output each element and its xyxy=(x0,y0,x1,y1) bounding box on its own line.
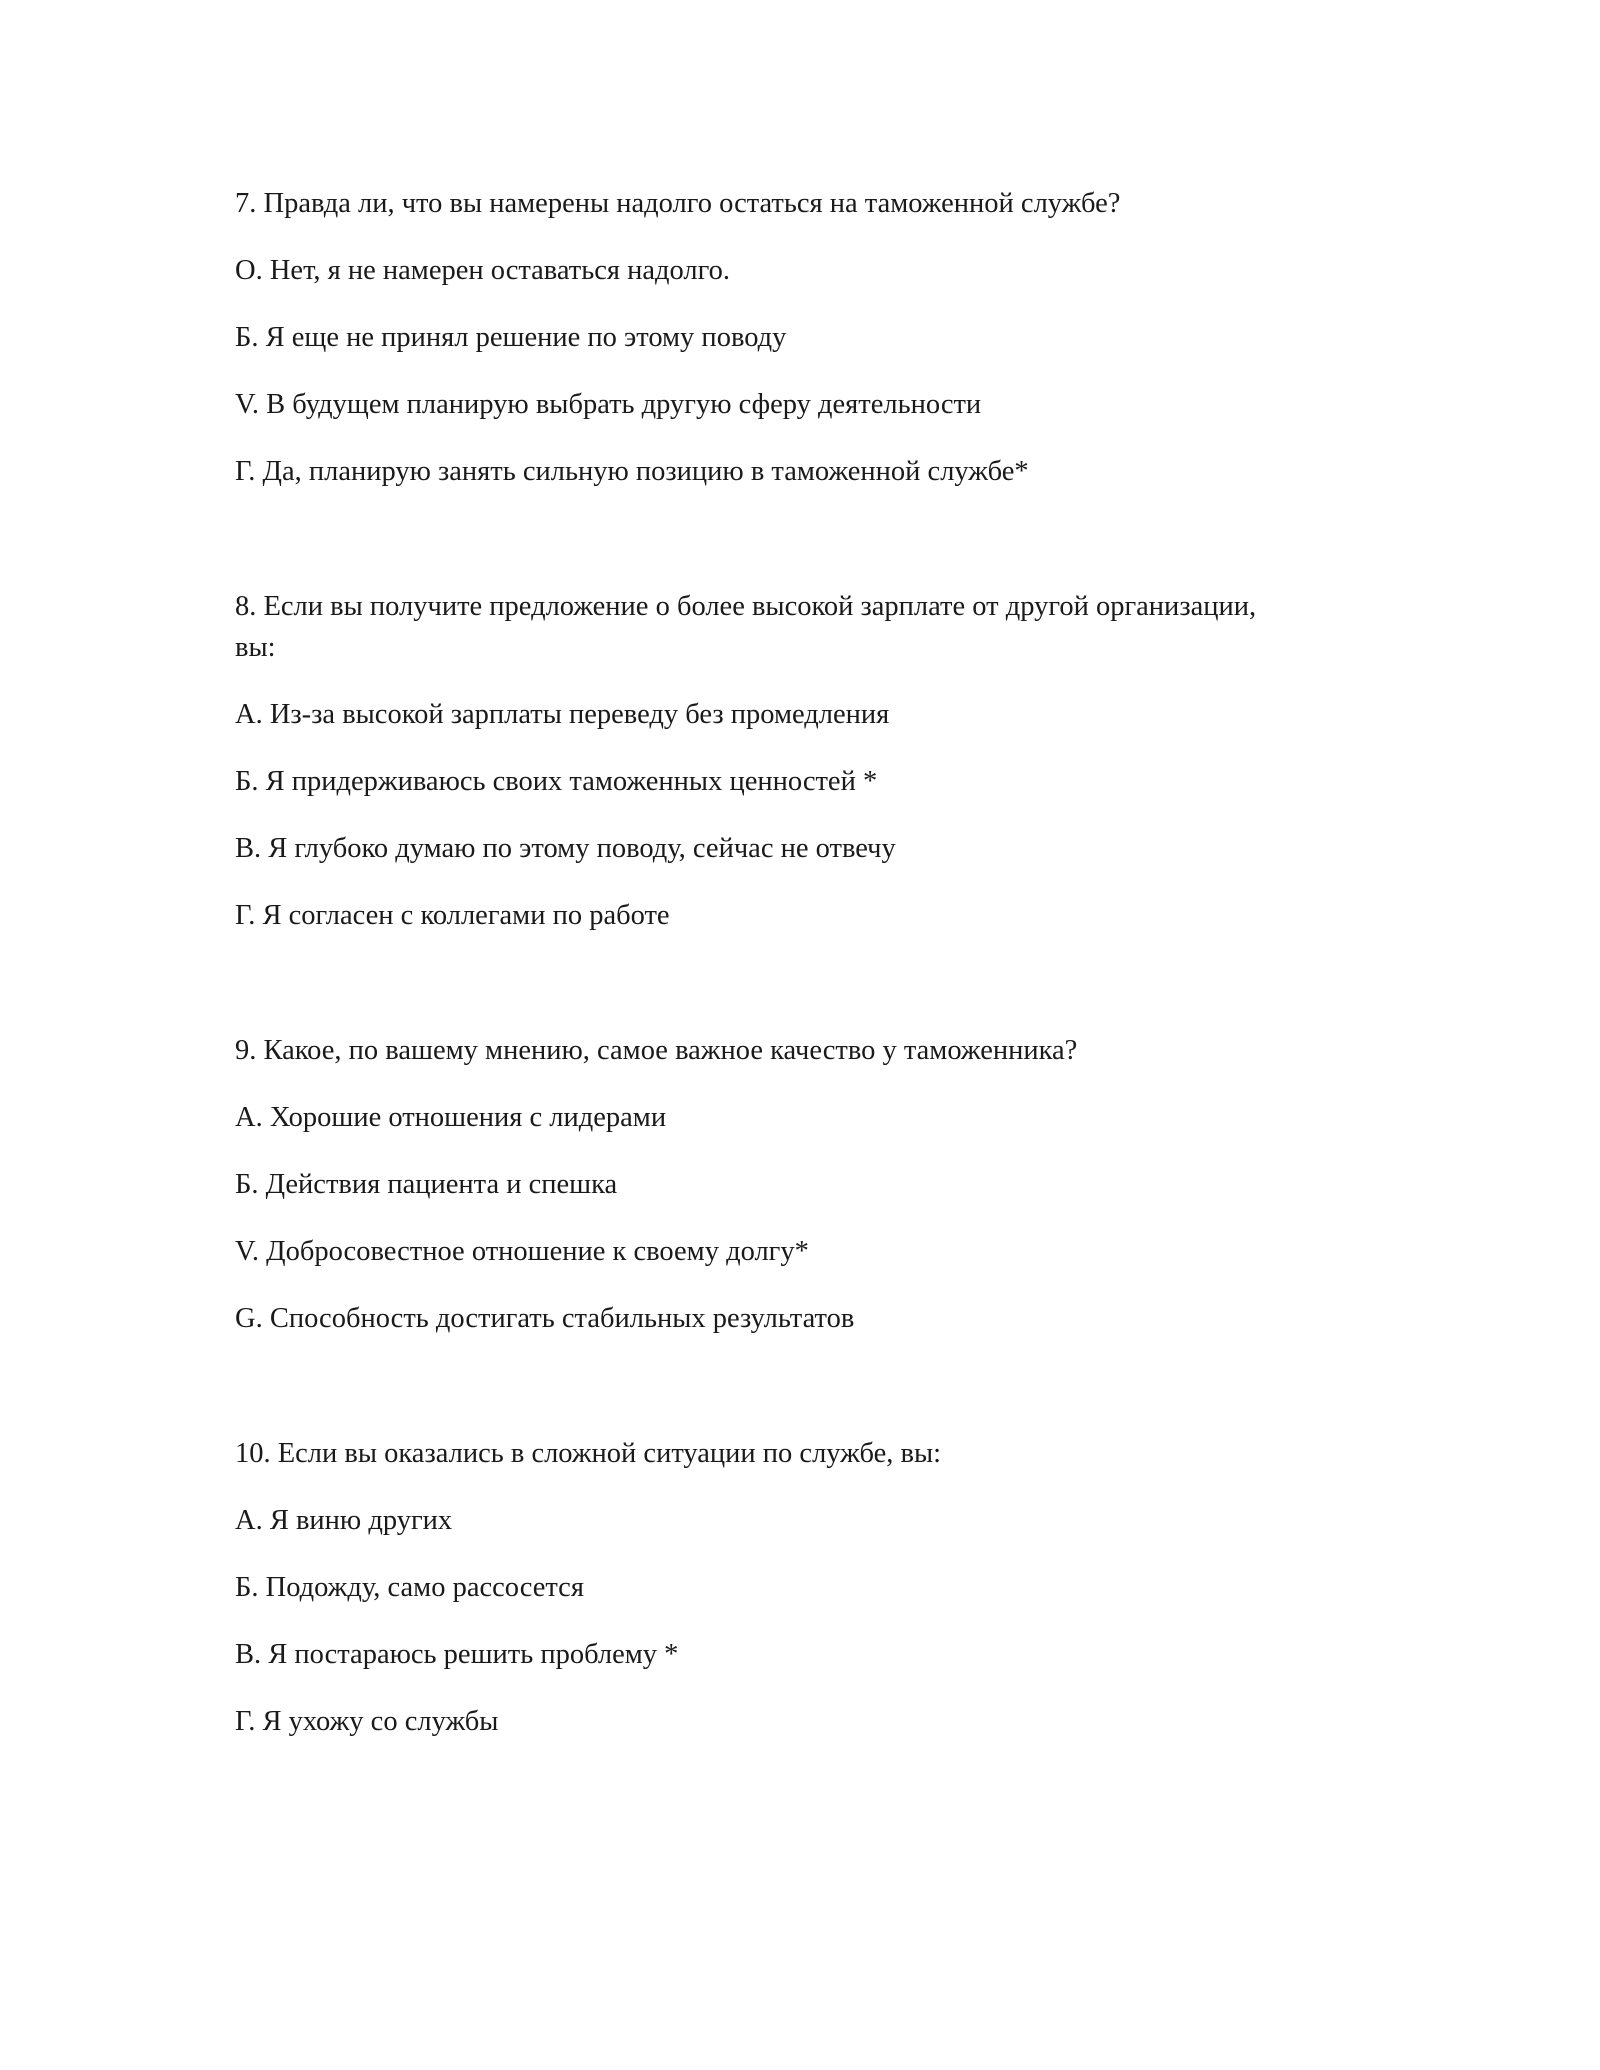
answer-option: Г. Я согласен с коллегами по работе xyxy=(235,900,670,931)
question-10 xyxy=(235,1433,1295,1742)
answer-option: Б. Подожду, само рассосется xyxy=(235,1572,584,1603)
answer-option: V. Добросовестное отношение к своему долгу* xyxy=(235,1236,809,1267)
question-text: 10. Если вы оказались в сложной ситуации по службе, вы: xyxy=(235,1438,942,1469)
answer-option: В. Я глубоко думаю по этому поводу, сейчас не отвечу xyxy=(235,833,896,864)
answer-option: Б. Я еще не принял решение по этому поводу xyxy=(235,322,787,353)
question-9 xyxy=(235,1030,1295,1339)
answer-option: Г. Я ухожу со службы xyxy=(235,1706,499,1737)
question-text: 9. Какое, по вашему мнению, самое важное качество у таможенника? xyxy=(235,1035,1078,1066)
answer-option: В. Я постараюсь решить проблему * xyxy=(235,1639,679,1670)
question-text: 7. Правда ли, что вы намерены надолго остаться на таможенной службе? xyxy=(235,188,1121,219)
question-text: 8. Если вы получите предложение о более высокой зарплате от другой организации, вы: xyxy=(235,591,1257,663)
answer-option: A. Хорошие отношения с лидерами xyxy=(235,1102,667,1133)
answer-option: Г. Да, планирую занять сильную позицию в таможенной службе* xyxy=(235,456,1029,487)
answer-option: G. Способность достигать стабильных результатов xyxy=(235,1303,855,1334)
document-content xyxy=(235,183,1295,1836)
question-7 xyxy=(235,183,1295,492)
question-8 xyxy=(235,586,1295,936)
answer-option: A. Из-за высокой зарплаты переведу без промедления xyxy=(235,699,890,730)
answer-option: Б. Действия пациента и спешка xyxy=(235,1169,618,1200)
answer-option: A. Я виню других xyxy=(235,1505,453,1536)
answer-option: O. Нет, я не намерен оставаться надолго. xyxy=(235,255,730,286)
answer-option: Б. Я придерживаюсь своих таможенных ценностей * xyxy=(235,766,878,797)
answer-option: V. В будущем планирую выбрать другую сферу деятельности xyxy=(235,389,982,420)
